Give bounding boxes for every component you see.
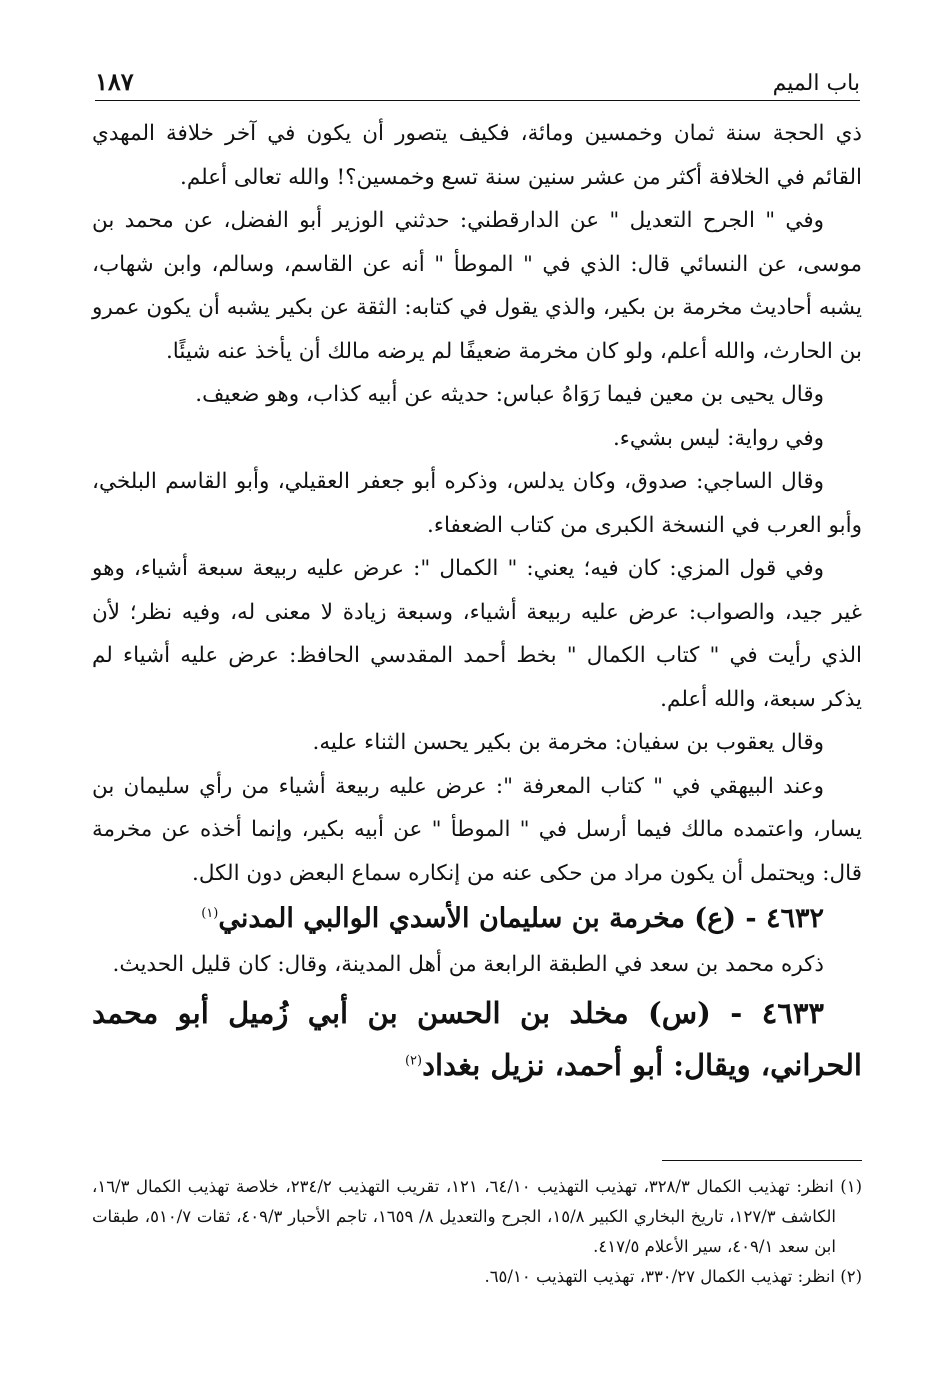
footnote: (٢) انظر: تهذيب الكمال ٣٣٠/٢٧، تهذيب التهذيب ٦٥/١٠. — [484, 1267, 862, 1286]
main-text — [92, 112, 862, 1091]
paragraph: وقال الساجي: صدوق، وكان يدلس، وذكره أبو جعفر العقيلي، وأبو القاسم البلخي، وأبو العرب في النسخة الكبرى من كتاب الضعفاء. — [92, 469, 862, 538]
entry-body: ذكره محمد بن سعد في الطبقة الرابعة من أهل المدينة، وقال: كان قليل الحديث. — [112, 952, 824, 977]
footnotes — [92, 1172, 862, 1292]
paragraph: وقال يحيى بن معين فيما رَوَاهُ عباس: حديثه عن أبيه كذاب، وهو ضعيف. — [195, 382, 824, 407]
footnote-ref: (١) — [201, 906, 219, 921]
paragraph: وقال يعقوب بن سفيان: مخرمة بن بكير يحسن الثناء عليه. — [312, 730, 824, 755]
entry-heading-text: ٤٦٣٣ - (س) مخلد بن الحسن بن أبي زُميل أبو محمد الحراني، ويقال: أبو أحمد، نزيل بغداد — [92, 995, 862, 1082]
page-header — [95, 60, 860, 101]
entry-heading — [92, 987, 862, 1091]
entry-heading — [92, 895, 862, 943]
footnote-divider — [662, 1160, 862, 1161]
footnote: (١) انظر: تهذيب الكمال ٣٢٨/٣، تهذيب التهذيب ٦٤/١٠، ١٢١، تقريب التهذيب ٢٣٤/٢، خلاصة تهذيب الكمال ١٦/٣، الكاشف ١٢٧/٣، تاريخ البخاري الكبير ١٥/٨، الجرح والتعديل ٨/ ١٦٥٩، تاجم الأحبار ٤٠٩/٣، ثقات ٥١٠/٧، طبقات ابن سعد ٤٠٩/١، سير الأعلام ٤١٧/٥. — [92, 1177, 862, 1256]
paragraph: ذي الحجة سنة ثمان وخمسين ومائة، فكيف يتصور أن يكون في آخر خلافة المهدي القائم في الخلافة أكثر من عشر سنين سنة تسع وخمسين؟! والله تعالى أعلم. — [92, 121, 862, 190]
paragraph: وفي قول المزي: كان فيه؛ يعني: " الكمال ": عرض عليه ربيعة سبعة أشياء، وهو غير جيد، والصواب: عرض عليه ربيعة أشياء، وسبعة زيادة لا معنى له، وفيه نظر؛ لأن الذي رأيت في " كتاب الكمال " بخط أحمد المقدسي الحافظ: عرض عليه أشياء لم يذكر سبعة، والله أعلم. — [92, 556, 862, 712]
entry-heading-text: ٤٦٣٢ - (ع) مخرمة بن سليمان الأسدي الوالبي المدني — [218, 903, 824, 934]
footnote-ref: (٢) — [404, 1052, 423, 1068]
paragraph: وفي رواية: ليس بشيء. — [612, 425, 824, 451]
paragraph: وعند البيهقي في " كتاب المعرفة ": عرض عليه ربيعة أشياء من رأي سليمان بن يسار، واعتمده مالك فيما أرسل في " الموطأ " عن أبيه بكير، وإنما أخذه عن مخرمة قال: ويحتمل أن يكون مراد من حكى عنه من إنكاره سماع البعض دون الكل. — [92, 773, 862, 886]
chapter-title: باب الميم — [772, 71, 860, 96]
paragraph: وفي " الجرح التعديل " عن الدارقطني: حدثني الوزير أبو الفضل، عن محمد بن موسى، عن النسائي قال: الذي في " الموطأ " أنه عن القاسم، وسالم، وابن شهاب، يشبه أحاديث مخرمة بن بكير، والذي يقول في كتابه: الثقة عن بكير يشبه أن يكون عمرو بن الحارث، والله أعلم، ولو كان مخرمة ضعيفًا لم يرضه مالك أن يأخذ عنه شيئًا. — [92, 208, 862, 364]
page-number: ١٨٧ — [95, 67, 134, 96]
